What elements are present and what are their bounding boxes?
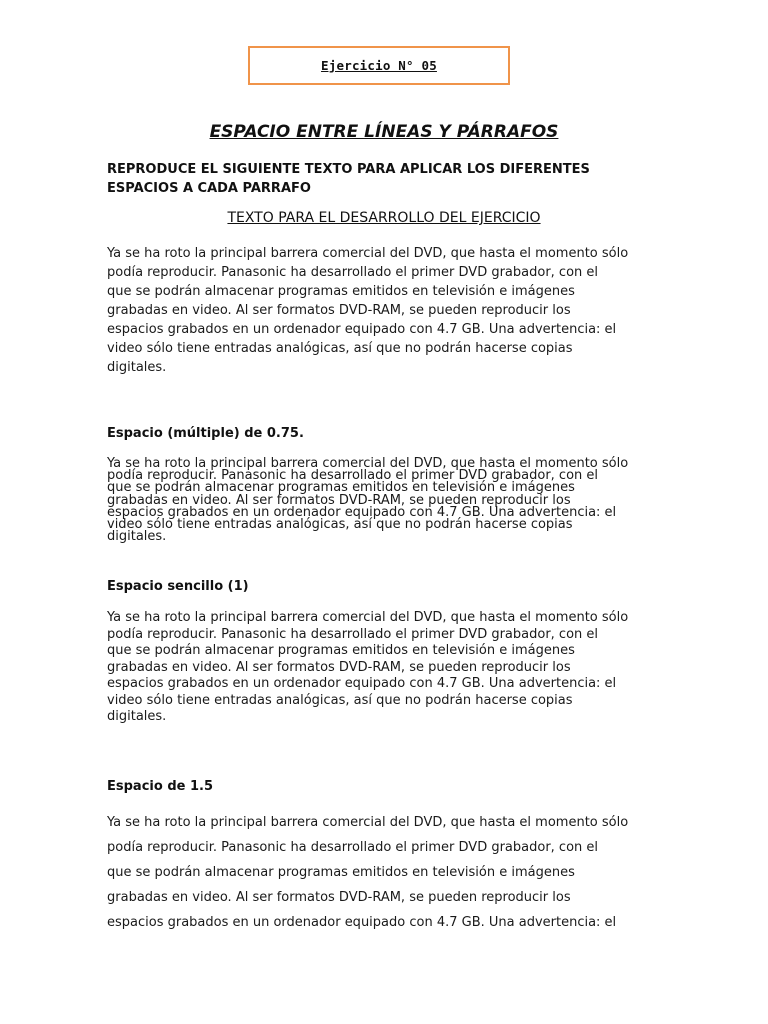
paragraph-line: espacios grabados en un ordenador equipado con 4.7 GB. Una advertencia: el [107, 322, 617, 337]
paragraph-line: digitales. [107, 360, 167, 375]
paragraph-line: Ya se ha roto la principal barrera comercial del DVD, que hasta el momento sólo [107, 246, 629, 261]
paragraph-line: que se podrán almacenar programas emitidos en televisión e imágenes [107, 284, 575, 299]
paragraph-line: espacios grabados en un ordenador equipado con 4.7 GB. Una advertencia: el [107, 504, 617, 520]
subheading: TEXTO PARA EL DESARROLLO DEL EJERCICIO [227, 210, 541, 226]
paragraph-line: espacios grabados en un ordenador equipado con 4.7 GB. Una advertencia: el [107, 676, 617, 691]
section-label-075: Espacio (múltiple) de 0.75. [107, 426, 304, 441]
paragraph-line: que se podrán almacenar programas emitidos en televisión e imágenes [107, 643, 575, 658]
paragraph-line: que se podrán almacenar programas emitidos en televisión e imágenes [107, 480, 575, 496]
paragraph-line: que se podrán almacenar programas emitidos en televisión e imágenes [107, 865, 575, 880]
paragraph-line: grabadas en video. Al ser formatos DVD-RAM, se pueden reproducir los [107, 659, 571, 675]
paragraph-line: grabadas en video. Al ser formatos DVD-RAM, se pueden reproducir los [107, 492, 571, 508]
section-label-single: Espacio sencillo (1) [107, 579, 249, 594]
exercise-title: Ejercicio N° 05 [321, 58, 437, 73]
paragraph-line: Ya se ha roto la principal barrera comercial del DVD, que hasta el momento sólo [107, 456, 629, 471]
section-label-1-5: Espacio de 1.5 [107, 779, 213, 794]
paragraph-line: digitales. [107, 529, 167, 545]
paragraph-line: podía reproducir. Panasonic ha desarrollado el primer DVD grabador, con el [107, 265, 599, 280]
paragraph-line: podía reproducir. Panasonic ha desarrollado el primer DVD grabador, con el [107, 840, 599, 855]
paragraph-line: espacios grabados en un ordenador equipado con 4.7 GB. Una advertencia: el [107, 915, 617, 930]
paragraph-spacing-1-5 [107, 810, 667, 935]
instruction-line: REPRODUCE EL SIGUIENTE TEXTO PARA APLICAR LOS DIFERENTES [107, 162, 590, 177]
paragraph-original [107, 244, 667, 377]
paragraph-line: video sólo tiene entradas analógicas, así que no podrán hacerse copias [107, 341, 573, 356]
paragraph-line: grabadas en video. Al ser formatos DVD-RAM, se pueden reproducir los [107, 890, 571, 905]
paragraph-line: podía reproducir. Panasonic ha desarrollado el primer DVD grabador, con el [107, 626, 599, 642]
instruction-line: ESPACIOS A CADA PARRAFO [107, 181, 311, 196]
exercise-title-box [248, 46, 510, 85]
page-heading: ESPACIO ENTRE LÍNEAS Y PÁRRAFOS [209, 122, 559, 142]
paragraph-line: video sólo tiene entradas analógicas, así que no podrán hacerse copias [107, 517, 573, 533]
paragraph-spacing-075 [107, 458, 667, 543]
paragraph-line: Ya se ha roto la principal barrera comercial del DVD, que hasta el momento sólo [107, 610, 629, 625]
paragraph-line: digitales. [107, 709, 167, 724]
paragraph-line: podía reproducir. Panasonic ha desarrollado el primer DVD grabador, con el [107, 468, 599, 484]
instruction-text [107, 160, 667, 198]
paragraph-line: grabadas en video. Al ser formatos DVD-RAM, se pueden reproducir los [107, 303, 571, 318]
paragraph-line: Ya se ha roto la principal barrera comercial del DVD, que hasta el momento sólo [107, 815, 629, 830]
paragraph-spacing-single [107, 610, 667, 726]
paragraph-line: video sólo tiene entradas analógicas, así que no podrán hacerse copias [107, 692, 573, 708]
